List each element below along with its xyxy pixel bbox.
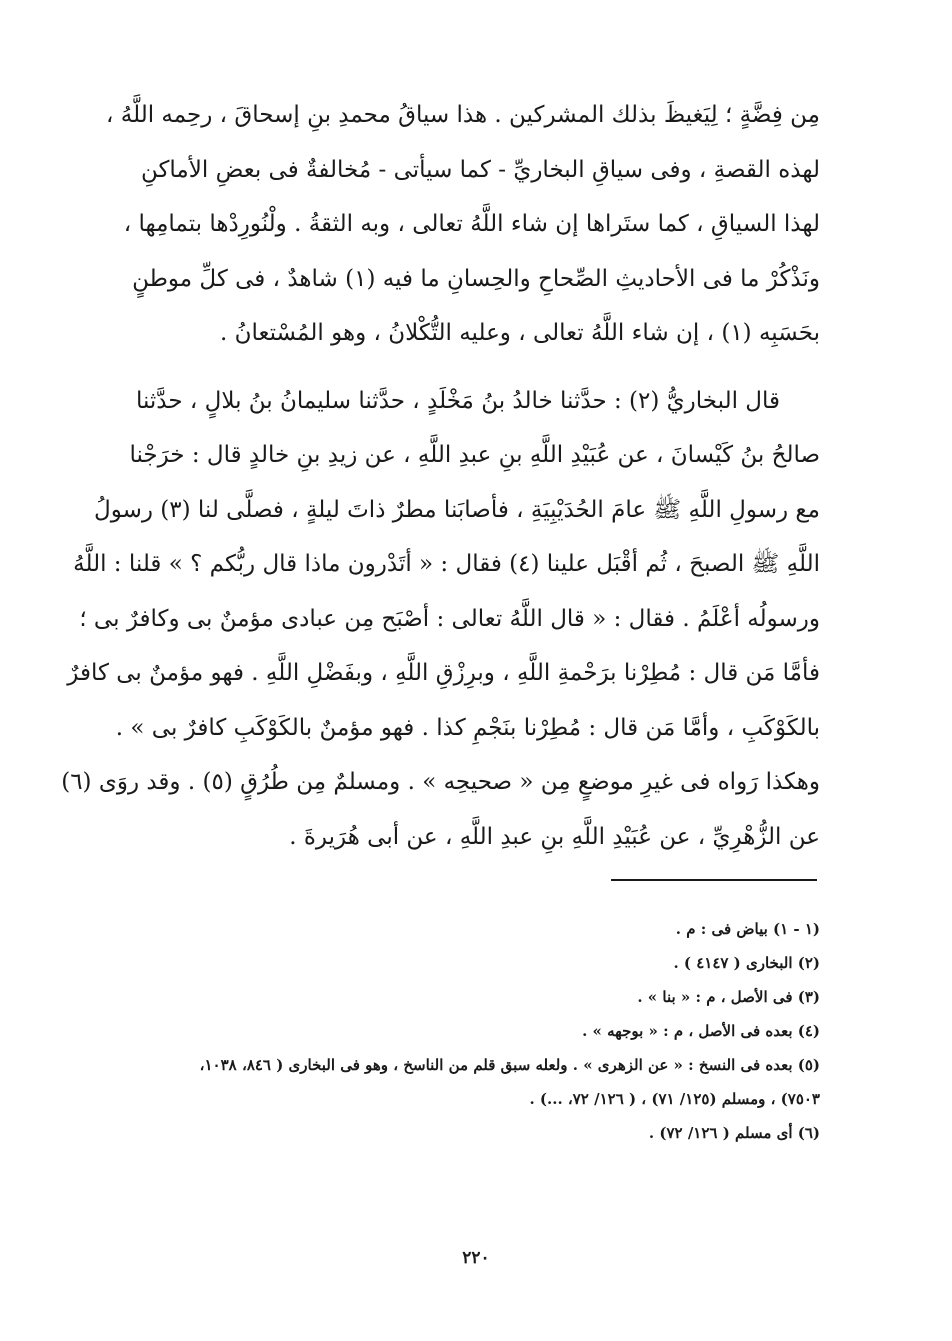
footnote-6: (٦) أى مسلم ( ١٢٦/ ٧٢) . — [648, 1124, 820, 1142]
footnote-5-continued: ٧٥٠٣) ، ومسلم (١٢٥/ ٧١) ، ( ١٢٦/ ٧٢، ...) . — [529, 1090, 820, 1108]
footnote-3: (٣) فى الأصل ، م : « بنا » . — [637, 988, 820, 1006]
text-line: لهذا السياقِ ، كما ستَراها إن شاء اللَّهُ تعالى ، وبه الثقةُ . ولْنُورِدْها بتمامِها ، — [123, 211, 820, 237]
main-text — [61, 88, 820, 864]
text-line: فأمَّا مَن قال : مُطِرْنا برَحْمةِ اللَّهِ ، وبرِزْقِ اللَّهِ ، وبفَضْلِ اللَّهِ . فهو مؤمنٌ بى كافرٌ — [67, 660, 820, 686]
text-line: مِن فِضَّةٍ ؛ لِيَغيظَ بذلك المشركين . هذا سياقُ محمدِ بنِ إسحاقَ ، رحِمه اللَّهُ ، — [106, 102, 820, 128]
text-line: ورسولُه أعْلَمُ . فقال : « قال اللَّهُ تعالى : أصْبَح مِن عبادى مؤمنٌ بى وكافرٌ بى ؛ — [79, 605, 820, 632]
text-line: اللَّهِ ﷺ الصبحَ ، ثُم أقْبَل علينا (٤) فقال : « أتَدْرون ماذا قال ربُّكم ؟ » قلنا : اللَّهُ — [73, 551, 820, 577]
footnote-5: (٥) بعده فى النسخ : « عن الزهرى » . ولعله سبق قلم من الناسخ ، وهو فى البخارى ( ٨٤٦، ١٠٣٨، — [199, 1056, 820, 1074]
footnote-1: (١ - ١) بياض فى : م . — [675, 920, 820, 938]
page-number: ٢٢٠ — [462, 1248, 490, 1268]
text-line: صالحُ بنُ كَيْسانَ ، عن عُبَيْدِ اللَّهِ بنِ عبدِ اللَّهِ ، عن زيدِ بنِ خالدٍ قال : خرَجْنا — [129, 442, 820, 468]
text-line: بحَسَبِه (١) ، إن شاء اللَّهُ تعالى ، وعليه التُّكْلانُ ، وهو المُسْتعانُ . — [219, 320, 820, 346]
text-line: بالكَوْكَبِ ، وأمَّا مَن قال : مُطِرْنا بنَجْمِ كذا . فهو مؤمنٌ بالكَوْكَبِ كافرٌ بى » . — [115, 714, 820, 741]
footnote-separator — [611, 879, 817, 881]
text-line: عن الزُّهْرِيِّ ، عن عُبَيْدِ اللَّهِ بنِ عبدِ اللَّهِ ، عن أبى هُرَيرةَ . — [289, 823, 820, 850]
text-line: مع رسولِ اللَّهِ ﷺ عامَ الحُدَيْبِيَةِ ، فأصابَنا مطرٌ ذاتَ ليلةٍ ، فصلَّى لنا (٣) رسولُ — [94, 496, 820, 523]
text-line: وهكذا رَواه فى غيرِ موضعٍ مِن « صحيحِه » . ومسلمٌ مِن طُرُقٍ (٥) . وقد روَى (٦) — [61, 769, 820, 795]
footnotes — [108, 912, 820, 1150]
paragraph-2 — [61, 374, 820, 865]
paragraph-1 — [106, 88, 820, 361]
text-line: لهذه القصةِ ، وفى سياقِ البخاريِّ - كما سيأتى - مُخالفةٌ فى بعضِ الأماكنِ — [140, 156, 820, 183]
footnote-4: (٤) بعده فى الأصل ، م : « بوجهه » . — [582, 1022, 820, 1040]
text-line: ونَذْكُرْ ما فى الأحاديثِ الصِّحاحِ والحِسانِ ما فيه (١) شاهدٌ ، فى كلِّ موطنٍ — [132, 265, 820, 292]
footnote-2: (٢) البخارى ( ٤١٤٧ ) . — [673, 954, 820, 972]
text-line: قال البخاريُّ (٢) : حدَّثنا خالدُ بنُ مَخْلَدٍ ، حدَّثنا سليمانُ بنُ بلالٍ ، حدَّثنا — [135, 387, 780, 414]
